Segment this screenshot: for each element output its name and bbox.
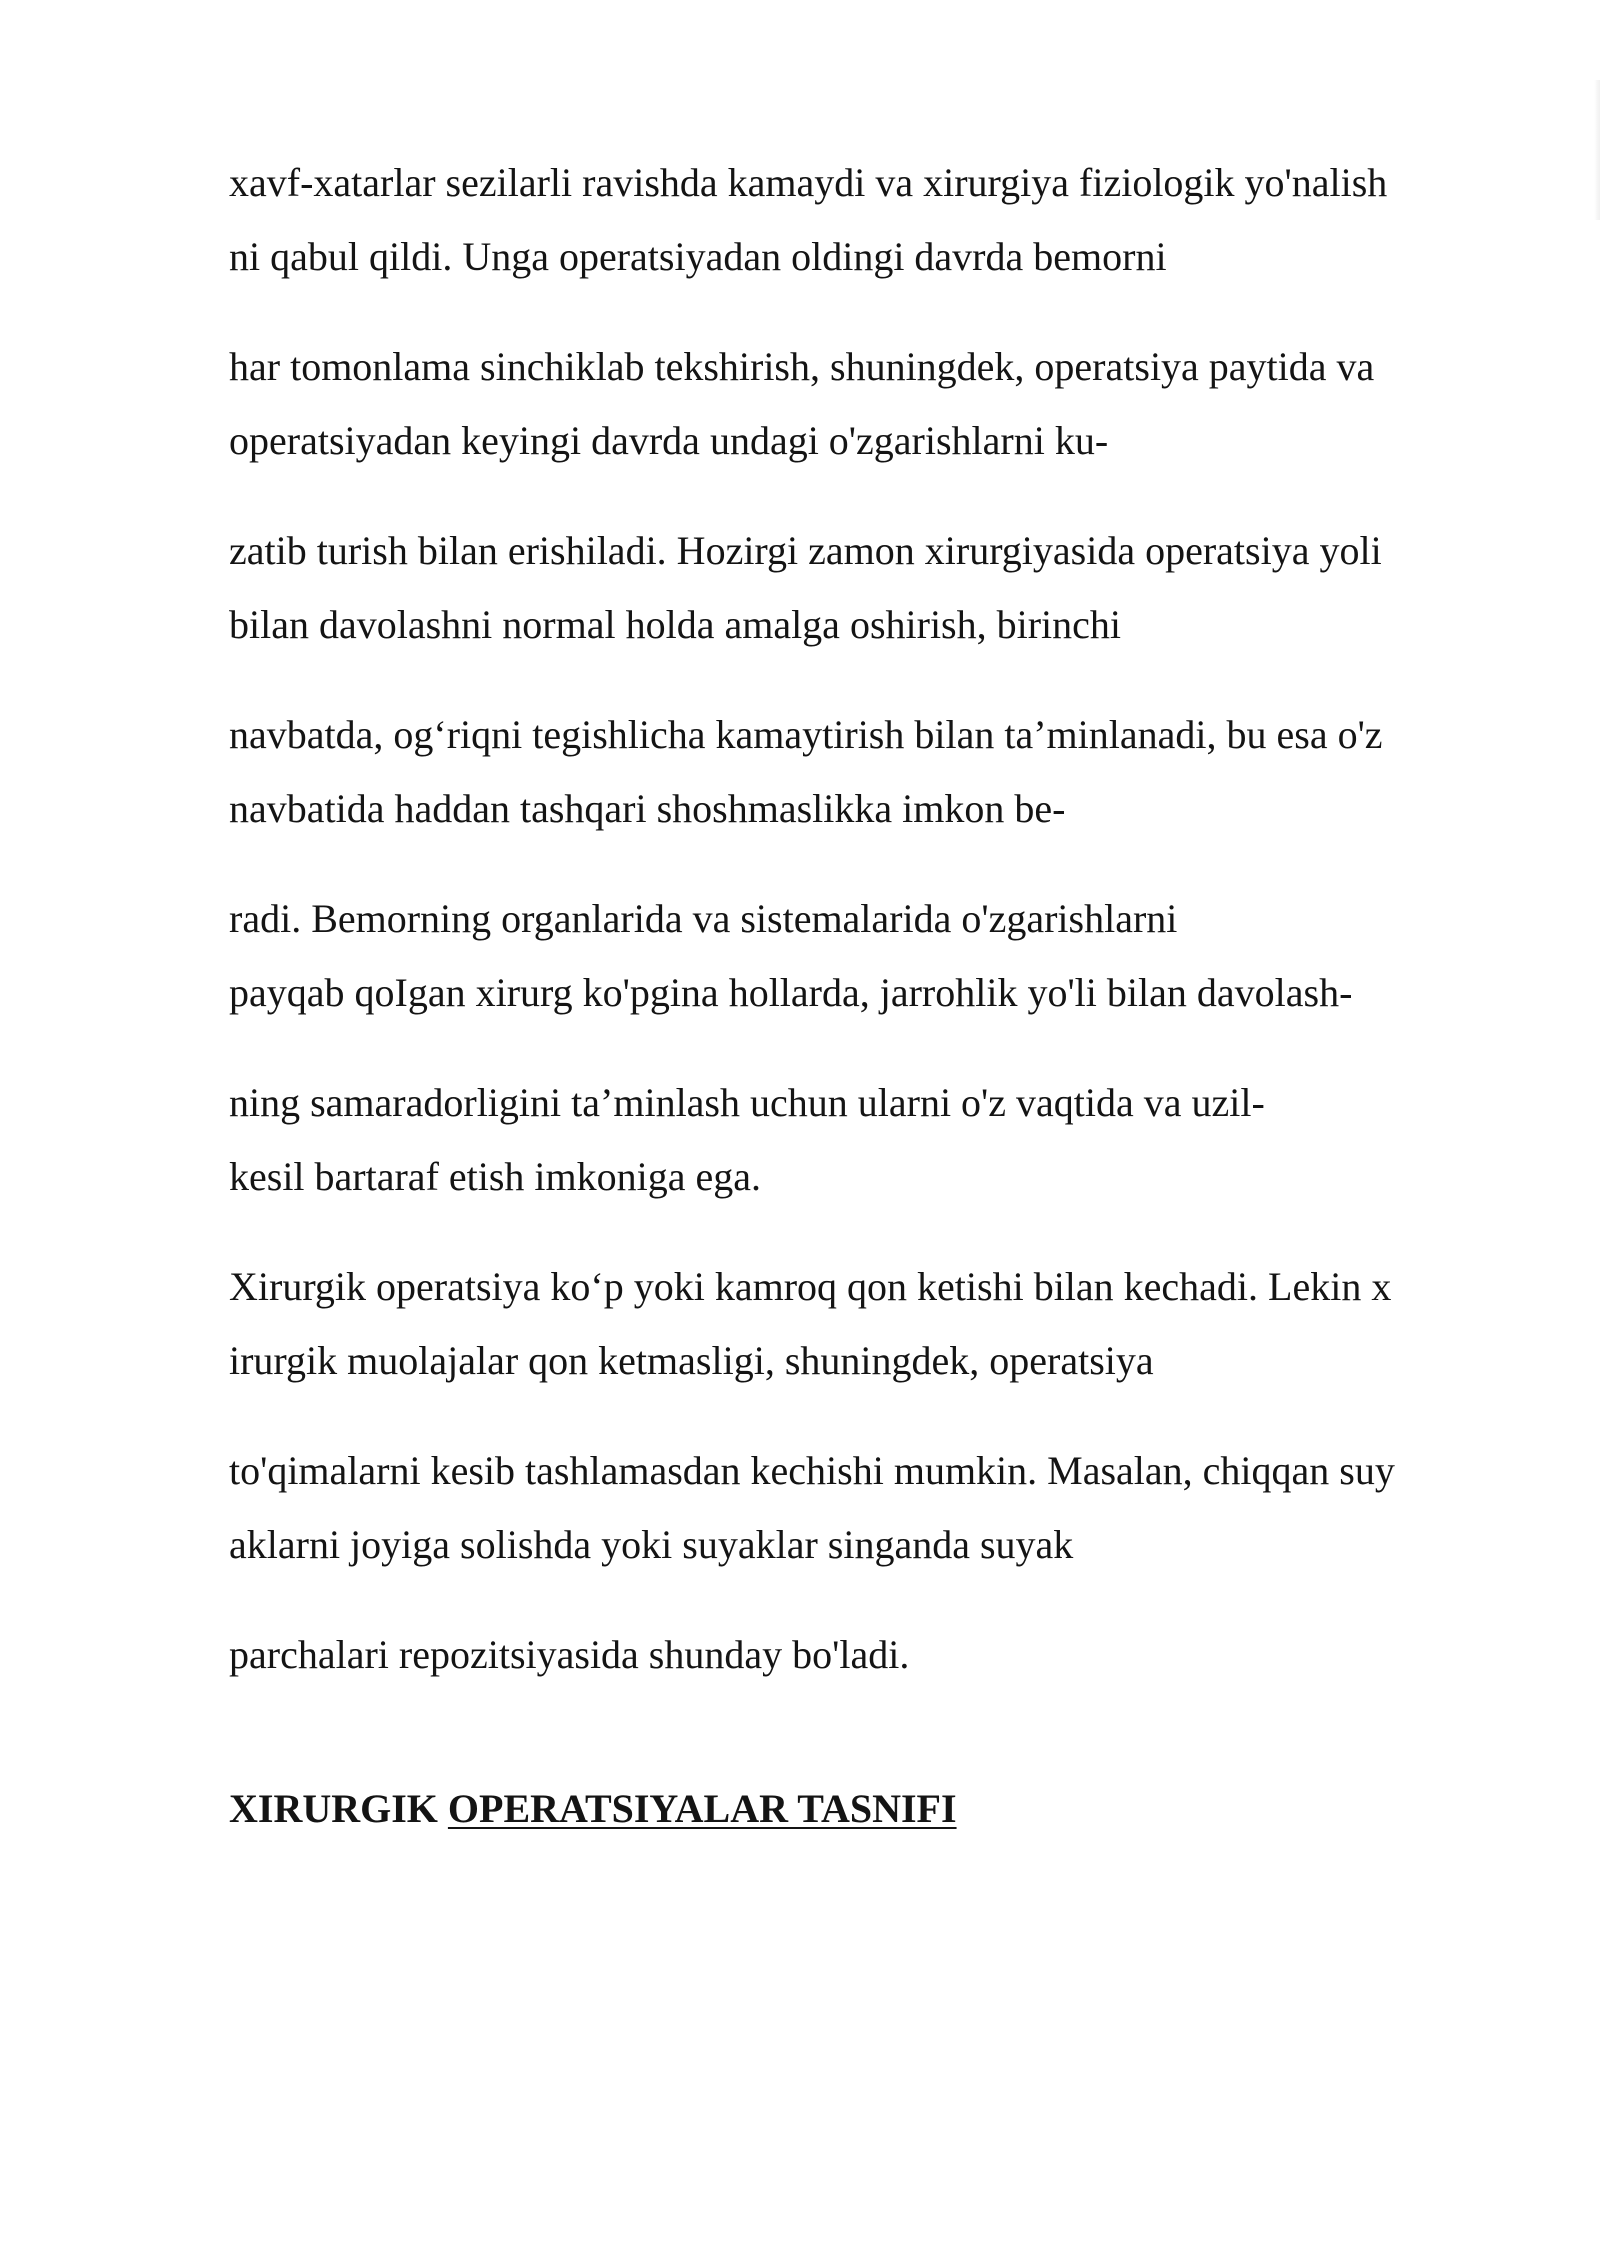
- paragraph-line: zatib turish bilan erishiladi. Hozirgi zamon xirurgiyasida operatsiya yoli: [229, 528, 1382, 573]
- paragraph-line: to'qimalarni kesib tashlamasdan kechishi mumkin. Masalan, chiqqan suy: [229, 1448, 1395, 1493]
- paragraph-line: ni qabul qildi. Unga operatsiyadan oldingi davrda bemorni: [229, 234, 1167, 279]
- paragraph-1: [229, 146, 1519, 294]
- document-body: [229, 146, 1519, 1846]
- paragraph-line: Xirurgik operatsiya ko‘p yoki kamroq qon ketishi bilan kechadi. Lekin x: [229, 1264, 1392, 1309]
- section-heading-plain: XIRURGIK: [229, 1786, 448, 1831]
- paragraph-4: [229, 698, 1519, 846]
- paragraph-7: [229, 1250, 1519, 1398]
- paragraph-line: irurgik muolajalar qon ketmasligi, shuningdek, operatsiya: [229, 1338, 1154, 1383]
- paragraph-9: [229, 1618, 1519, 1692]
- paragraph-line: bilan davolashni normal holda amalga oshirish, birinchi: [229, 602, 1122, 647]
- paragraph-line: operatsiyadan keyingi davrda undagi o'zgarishlarni ku-: [229, 418, 1109, 463]
- paragraph-line: har tomonlama sinchiklab tekshirish, shuningdek, operatsiya paytida va: [229, 344, 1375, 389]
- paragraph-line: payqab qoIgan xirurg ko'pgina hollarda, jarrohlik yo'li bilan davolash-: [229, 970, 1353, 1015]
- paragraph-line: parchalari repozitsiyasida shunday bo'ladi.: [229, 1632, 910, 1677]
- paragraph-line: navbatida haddan tashqari shoshmaslikka imkon be-: [229, 786, 1066, 831]
- paragraph-line: kesil bartaraf etish imkoniga ega.: [229, 1154, 762, 1199]
- paragraph-line: ning samaradorligini ta’minlash uchun ularni o'z vaqtida va uzil-: [229, 1080, 1265, 1125]
- section-heading: [229, 1772, 1519, 1846]
- paragraph-5: [229, 882, 1519, 1030]
- paragraph-line: aklarni joyiga solishda yoki suyaklar singanda suyak: [229, 1522, 1074, 1567]
- section-heading-underlined: OPERATSIYALAR TASNIFI: [447, 1786, 957, 1831]
- paragraph-3: [229, 514, 1519, 662]
- paragraph-line: radi. Bemorning organlarida va sistemalarida o'zgarishlarni: [229, 896, 1178, 941]
- paragraph-line: navbatda, og‘riqni tegishlicha kamaytirish bilan ta’minlanadi, bu esa o'z: [229, 712, 1383, 757]
- paragraph-6: [229, 1066, 1519, 1214]
- paragraph-line: xavf-xatarlar sezilarli ravishda kamaydi va xirurgiya fiziologik yo'nalish: [229, 160, 1388, 205]
- page-edge-shadow: [1594, 80, 1600, 220]
- paragraph-8: [229, 1434, 1519, 1582]
- paragraph-2: [229, 330, 1519, 478]
